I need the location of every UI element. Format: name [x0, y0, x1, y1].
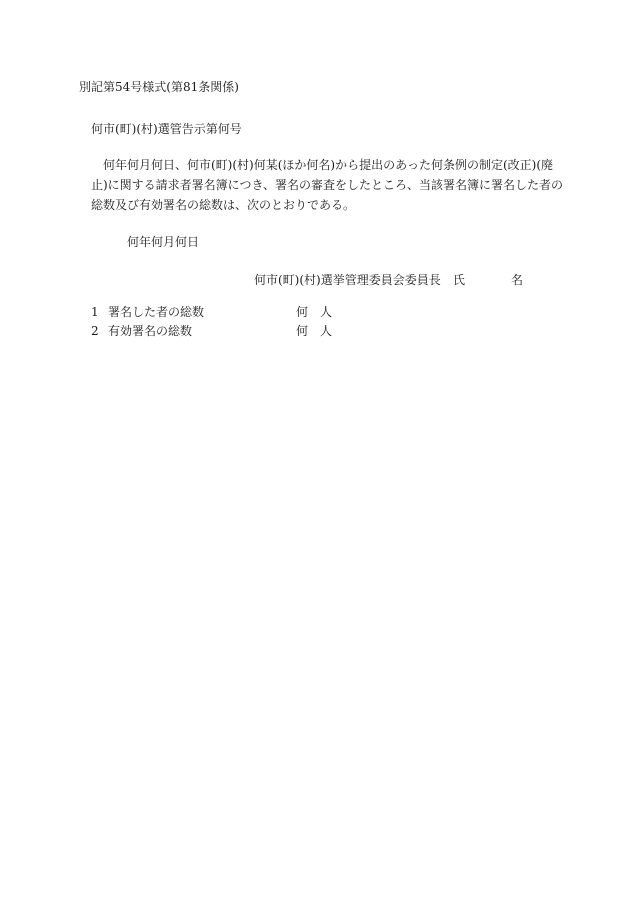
body-line: 止)に関する請求者署名簿につき、署名の審査をしたところ、当該署名簿に署名した者の	[91, 178, 563, 192]
notice-number: 何市(町)(村)選管告示第何号	[91, 122, 242, 136]
notice-date: 何年何月何日	[127, 235, 200, 249]
item-number: 1	[91, 305, 99, 319]
item-number: 2	[91, 324, 99, 338]
body-line: 総数及び有効署名の総数は、次のとおりである。	[91, 198, 356, 212]
item-value: 何 人	[296, 324, 333, 338]
item-label: 署名した者の総数	[108, 305, 205, 319]
body-line: 何年何月何日、何市(町)(村)何某(ほか何名)から提出のあった何条例の制定(改正)(廃	[103, 158, 554, 172]
signer-name-placeholder-1: 氏	[453, 273, 466, 287]
form-label: 別記第54号様式(第81条関係)	[79, 80, 239, 94]
item-value: 何 人	[296, 305, 333, 319]
signer-name-placeholder-2: 名	[511, 273, 524, 287]
item-label: 有効署名の総数	[108, 324, 193, 338]
signer-title: 何市(町)(村)選挙管理委員会委員長	[254, 273, 441, 287]
